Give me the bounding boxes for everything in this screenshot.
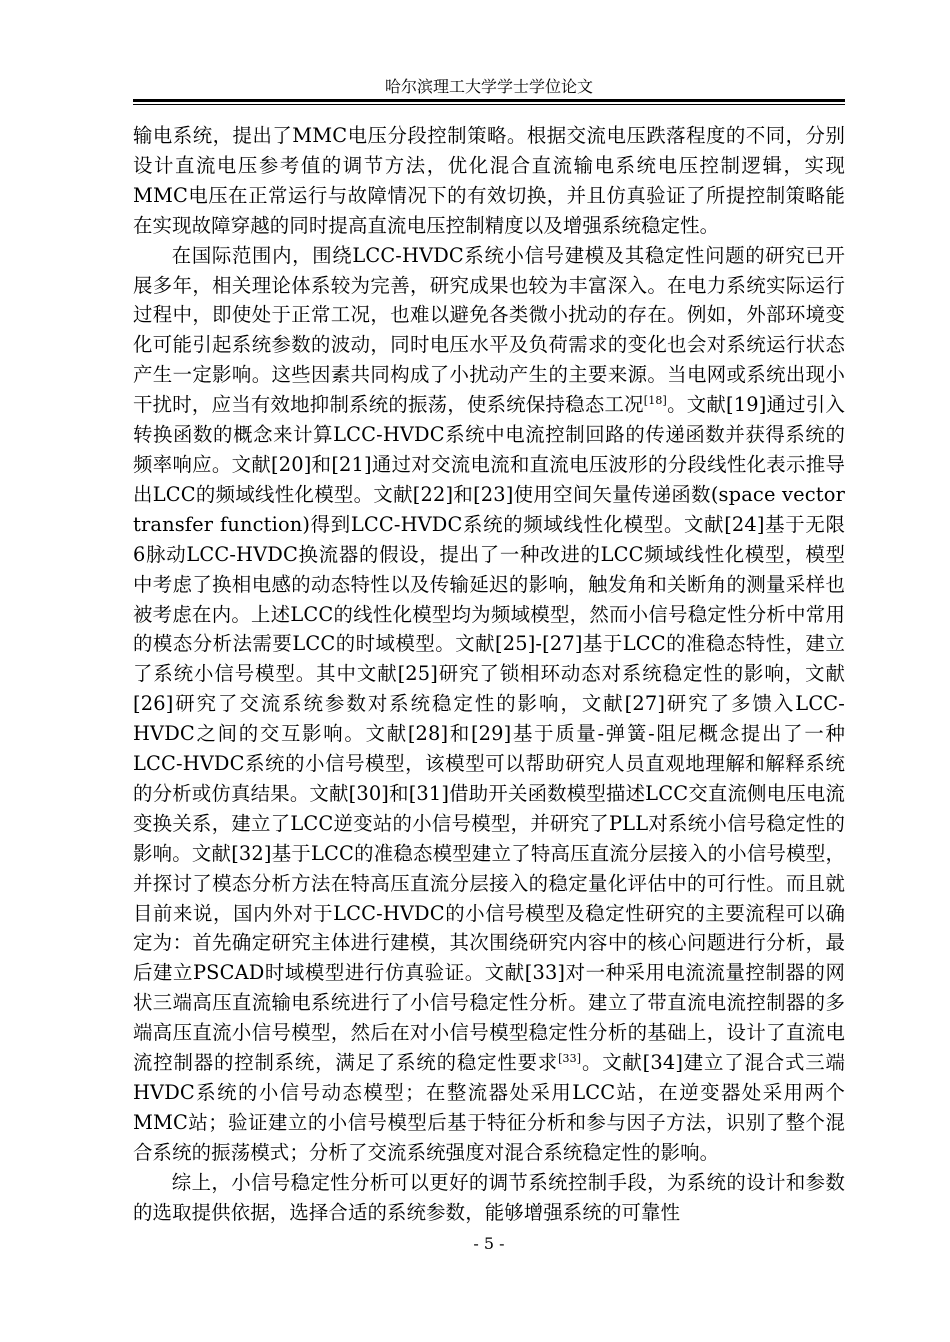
text-segment: 在国际范围内，围绕LCC-HVDC系统小信号建模及其稳定性问题的研究已开展多年，相关理论体系较为完善，研究成果也较为丰富深入。在电力系统实际运行过程中，即使处于正常工况，也难以避免各类微小扰动的存在。例如，外部环境变化可能引起系统参数的波动，同时电压水平及负荷需求的变化也会对系统运行状态产生一定影响。这些因素共同构成了小扰动产生的主要来源。当电网或系统出现小干扰时，应当有效地抑制系统的振荡，使系统保持稳态工况	[133, 243, 845, 417]
header-rule-thick	[133, 99, 845, 102]
running-header: 哈尔滨理工大学学士学位论文	[384, 77, 593, 96]
paragraph-summary	[133, 1168, 845, 1228]
text-segment: 输电系统，提出了MMC电压分段控制策略。根据交流电压跌落程度的不同，分别设计直流电压参考值的调节方法，优化混合直流输电系统电压控制逻辑，实现MMC电压在正常运行与故障情况下的有效切换，并且仿真验证了所提控制策略能在实现故障穿越的同时提高直流电压控制精度以及增强系统稳定性。	[133, 124, 845, 237]
citation-superscript: [33]	[558, 1052, 582, 1066]
body-text	[133, 121, 845, 1228]
page-number: - 5 -	[473, 1234, 505, 1253]
text-segment: 。文献[19]通过引入转换函数的概念来计算LCC-HVDC系统中电流控制回路的传递函数并获得系统的频率响应。文献[20]和[21]通过对交流电流和直流电压波形的分段线性化表示推导出LCC的频域线性化模型。文献[22]和[23]使用空间矢量传递函数(space vector transfer function)得到LCC-HVDC系统的频域线性化模型。文献[24]基于无限6脉动LCC-HVDC换流器的假设，提出了一种改进的LCC频域线性化模型，模型中考虑了换相电感的动态特性以及传输延迟的影响，触发角和关断角的测量采样也被考虑在内。上述LCC的线性化模型均为频域模型，然而小信号稳定性分析中常用的模态分析法需要LCC的时域模型。文献[25]-[27]基于LCC的准稳态特性，建立了系统小信号模型。其中文献[25]研究了锁相环动态对系统稳定性的影响，文献[26]研究了交流系统参数对系统稳定性的影响，文献[27]研究了多馈入LCC-HVDC之间的交互影响。文献[28]和[29]基于质量-弹簧-阻尼概念提出了一种LCC-HVDC系统的小信号模型，该模型可以帮助研究人员直观地理解和解释系统的分析或仿真结果。文献[30]和[31]借助开关函数模型描述LCC交直流侧电压电流变换关系，建立了LCC逆变站的小信号模型，并研究了PLL对系统小信号稳定性的影响。文献[32]基于LCC的准稳态模型建立了特高压直流分层接入的小信号模型，并探讨了模态分析方法在特高压直流分层接入的稳定量化评估中的可行性。而且就目前来说，国内外对于LCC-HVDC的小信号模型及稳定性研究的主要流程可以确定为：首先确定研究主体进行建模，其次围绕研究内容中的核心问题进行分析，最后建立PSCAD时域模型进行仿真验证。文献[33]对一种采用电流流量控制器的网状三端高压直流输电系统进行了小信号稳定性分析。建立了带直流电流控制器的多端高压直流小信号模型，然后在对小信号模型稳定性分析的基础上，设计了直流电流控制器的控制系统，满足了系统的稳定性要求	[133, 393, 845, 1075]
text-segment: 。文献[34]建立了混合式三端HVDC系统的小信号动态模型；在整流器处采用LCC站，在逆变器处采用两个MMC站；验证建立的小信号模型后基于特征分析和参与因子方法，识别了整个混合系统的振荡模式；分析了交流系统强度对混合系统稳定性的影响。	[133, 1051, 845, 1164]
paragraph-continuation	[133, 121, 845, 241]
citation-superscript: [18]	[643, 394, 667, 408]
text-segment: 综上，小信号稳定性分析可以更好的调节系统控制手段，为系统的设计和参数的选取提供依据，选择合适的系统参数，能够增强系统的可靠性	[133, 1170, 845, 1224]
paragraph-literature-review	[133, 241, 845, 1168]
header-rule-thin	[133, 104, 845, 105]
